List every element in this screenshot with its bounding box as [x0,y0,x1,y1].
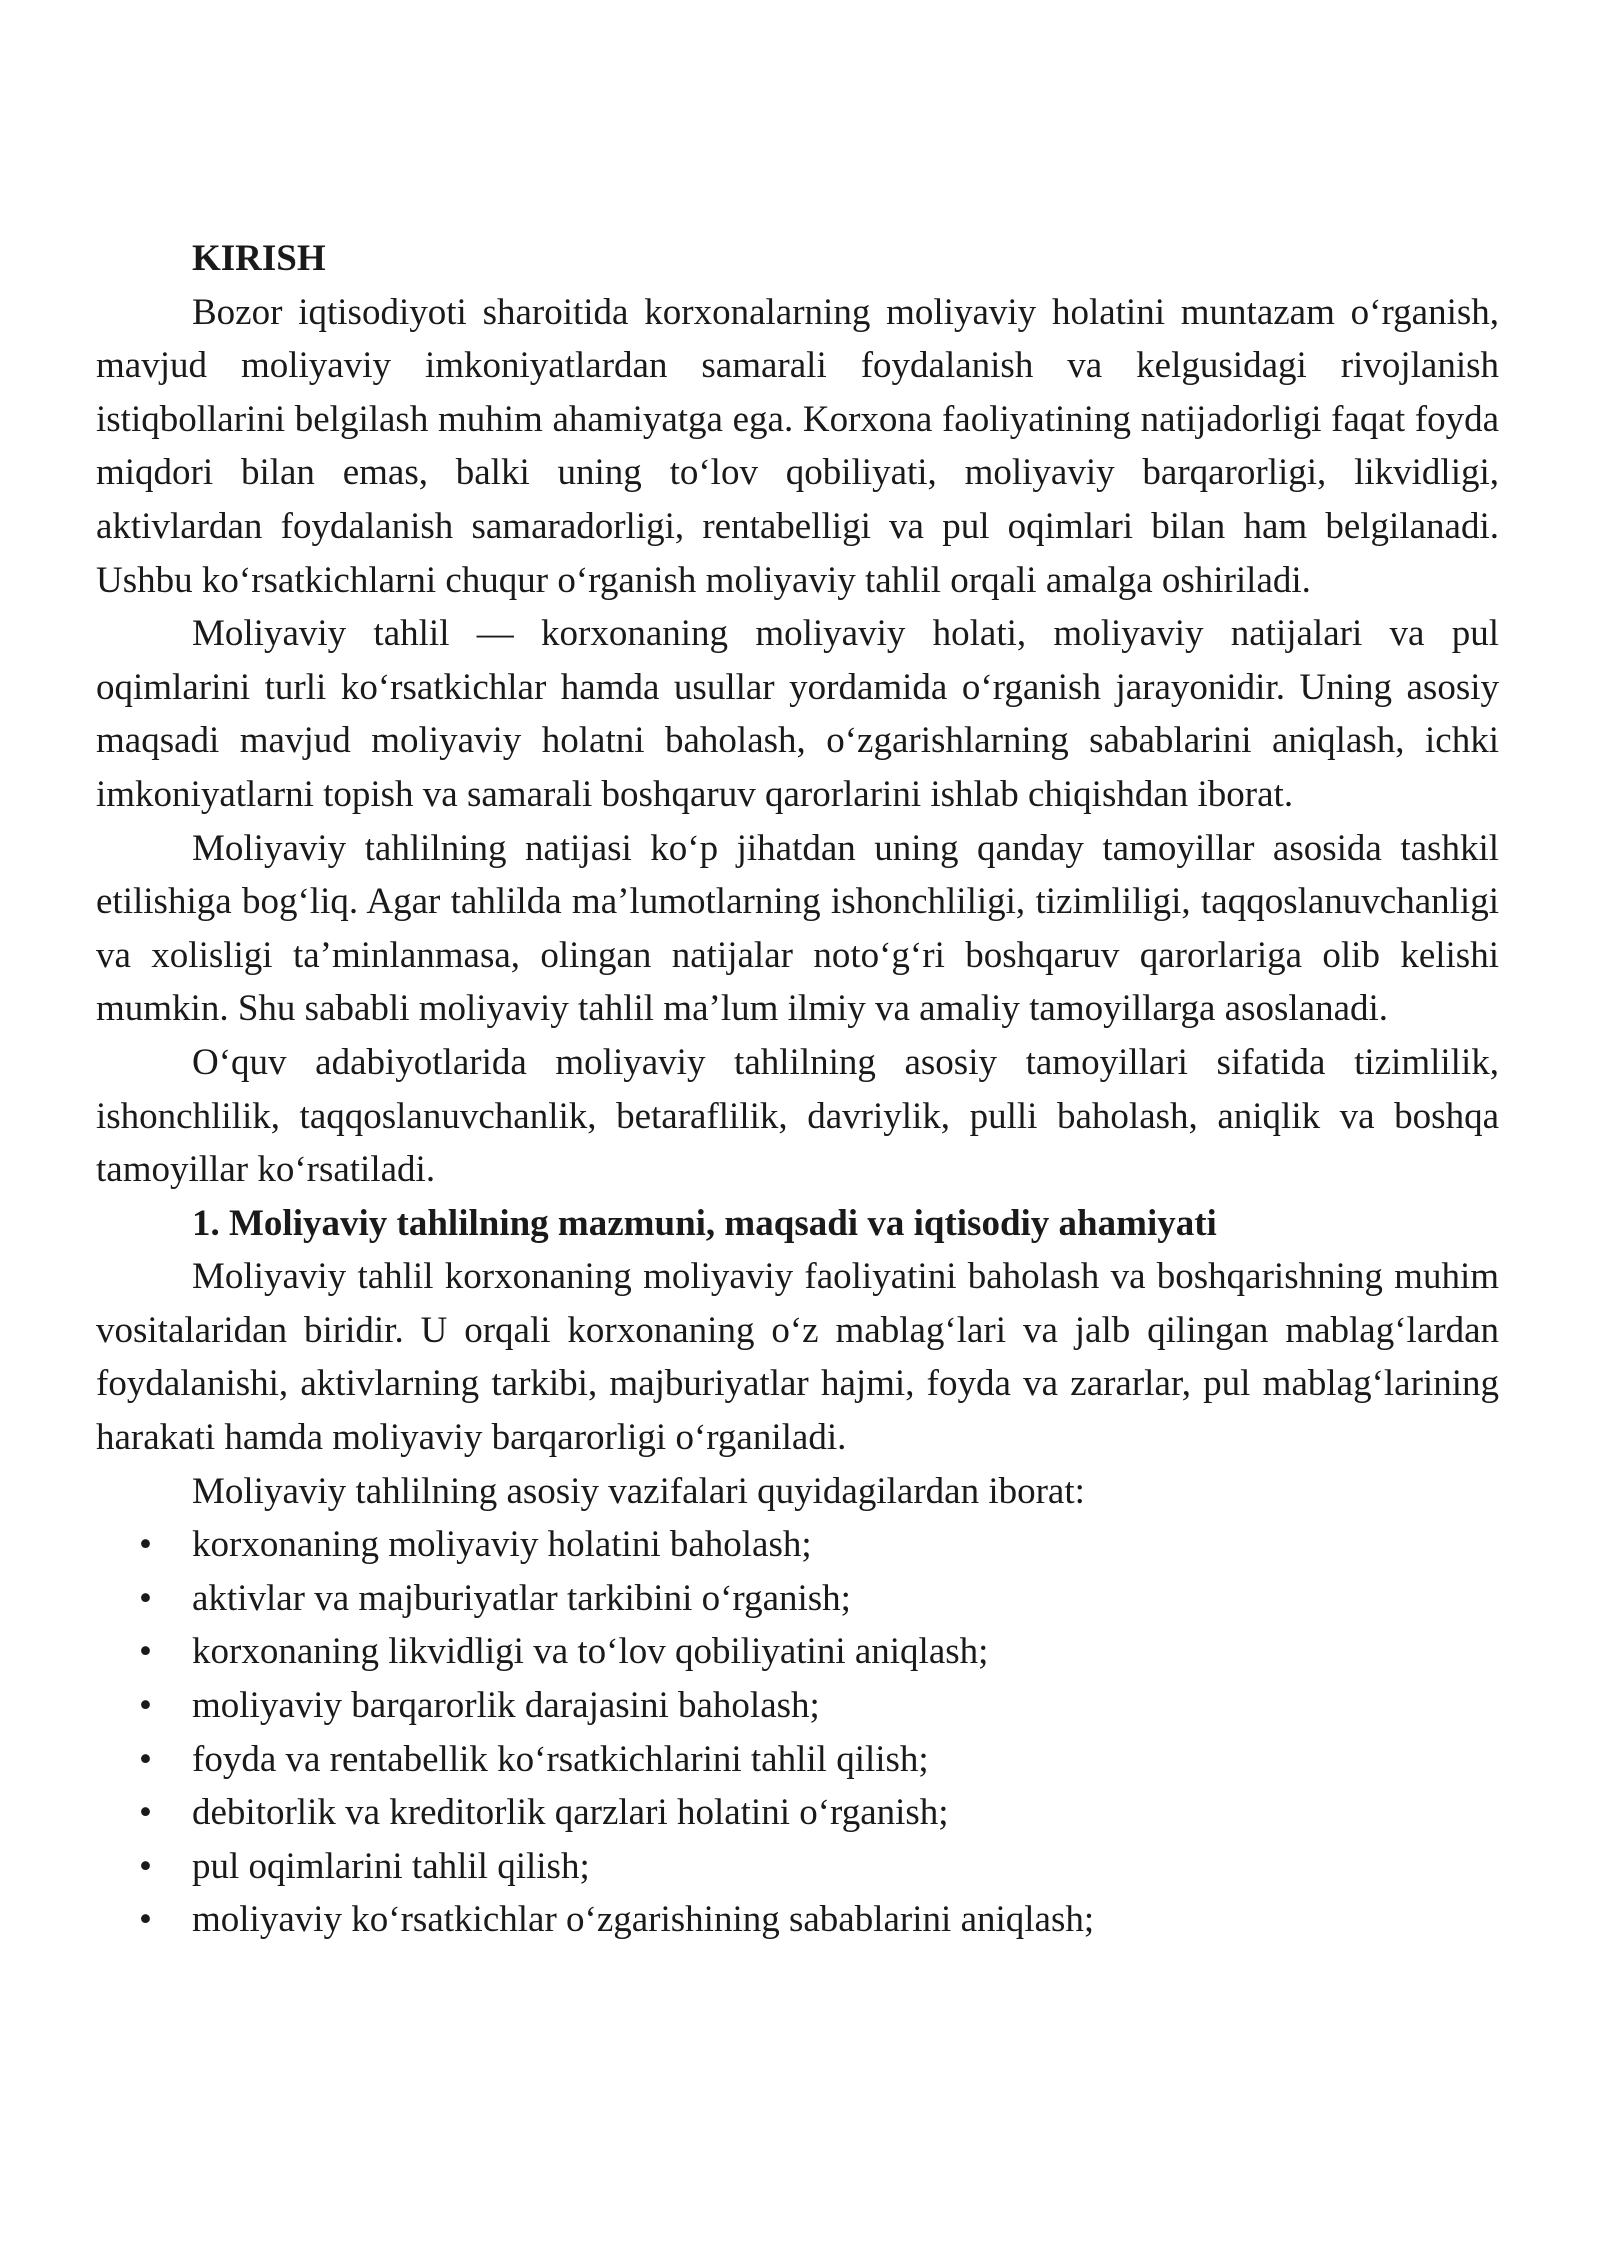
list-item [96,1733,1499,1787]
list-item-text: moliyaviy ko‘rsatkichlar o‘zgarishining sabablarini aniqlash; [192,1899,1095,1941]
section-1-paragraph-2: Moliyaviy tahlilning asosiy vazifalari quyidagilardan iborat: [192,1470,1085,1512]
list-item-text: korxonaning likvidligi va to‘lov qobiliyatini aniqlash; [192,1631,989,1673]
bullet-icon: • [139,1685,152,1727]
list-item [96,1840,1499,1894]
bullet-icon: • [139,1738,152,1780]
bullet-icon: • [139,1845,152,1887]
tasks-bullet-list [96,1518,1499,1947]
section-1-heading: 1. Moliyaviy tahlilning mazmuni, maqsadi va iqtisodiy ahamiyati [192,1202,1217,1244]
list-item [96,1572,1499,1626]
bullet-icon: • [139,1899,152,1941]
list-item [96,1518,1499,1572]
bullet-icon: • [139,1577,152,1619]
list-item [96,1679,1499,1733]
list-item-text: pul oqimlarini tahlil qilish; [192,1845,590,1887]
list-item [96,1625,1499,1679]
intro-paragraph-2: Moliyaviy tahlil — korxonaning moliyaviy holati, moliyaviy natijalari va pul oqimlarini turli ko‘rsatkichlar hamda usullar yordamida o‘rganish jarayonidir. Uning asosiy maqsadi mavjud moliyaviy holatni baholash, o‘zgarishlarning sabablarini aniqlash, ichki imkoniyatlarni topish va samarali boshqaruv qarorlarini ishlab chiqishdan iborat. [96,613,1499,815]
bullet-icon: • [139,1792,152,1834]
intro-heading: KIRISH [192,238,326,279]
bullet-icon: • [139,1524,152,1566]
intro-paragraph-4: O‘quv adabiyotlarida moliyaviy tahlilning asosiy tamoyillari sifatida tizimlilik, ishonchlilik, taqqoslanuvchanlik, betaraflilik, davriylik, pulli baholash, aniqlik va boshqa tamoyillar ko‘rsatiladi. [96,1041,1499,1191]
list-item-text: aktivlar va majburiyatlar tarkibini o‘rganish; [192,1577,851,1619]
list-item [96,1786,1499,1840]
list-item-text: foyda va rentabellik ko‘rsatkichlarini tahlil qilish; [192,1738,929,1780]
list-item-text: moliyaviy barqarorlik darajasini baholash; [192,1685,820,1727]
intro-paragraph-1: Bozor iqtisodiyoti sharoitida korxonalarning moliyaviy holatini muntazam o‘rganish, mavjud moliyaviy imkoniyatlardan samarali foydalanish va kelgusidagi rivojlanish istiqbollarini belgilash muhim ahamiyatga ega. Korxona faoliyatining natijadorligi faqat foyda miqdori bilan emas, balki uning to‘lov qobiliyati, moliyaviy barqarorligi, likvidligi, aktivlardan foydalanish samaradorligi, rentabelligi va pul oqimlari bilan ham belgilanadi. Ushbu ko‘rsatkichlarni chuqur o‘rganish moliyaviy tahlil orqali amalga oshiriladi. [96,291,1499,601]
intro-paragraph-3: Moliyaviy tahlilning natijasi ko‘p jihatdan uning qanday tamoyillar asosida tashkil etilishiga bog‘liq. Agar tahlilda ma’lumotlarning ishonchliligi, tizimliligi, taqqoslanuvchanligi va xolisligi ta’minlanmasa, olingan natijalar noto‘g‘ri boshqaruv qarorlariga olib kelishi mumkin. Shu sababli moliyaviy tahlil ma’lum ilmiy va amaliy tamoyillarga asoslanadi. [96,827,1499,1030]
list-item-text: korxonaning moliyaviy holatini baholash; [192,1524,812,1566]
section-1-paragraph-1: Moliyaviy tahlil korxonaning moliyaviy faoliyatini baholash va boshqarishning muhim vositalaridan biridir. U orqali korxonaning o‘z mablag‘lari va jalb qilingan mablag‘lardan foydalanishi, aktivlarning tarkibi, majburiyatlar hajmi, foyda va zararlar, pul mablag‘larining harakati hamda moliyaviy barqarorligi o‘rganiladi. [96,1256,1499,1459]
document-page [96,232,1499,1947]
list-item [96,1893,1499,1947]
bullet-icon: • [139,1631,152,1673]
list-item-text: debitorlik va kreditorlik qarzlari holatini o‘rganish; [192,1792,949,1834]
